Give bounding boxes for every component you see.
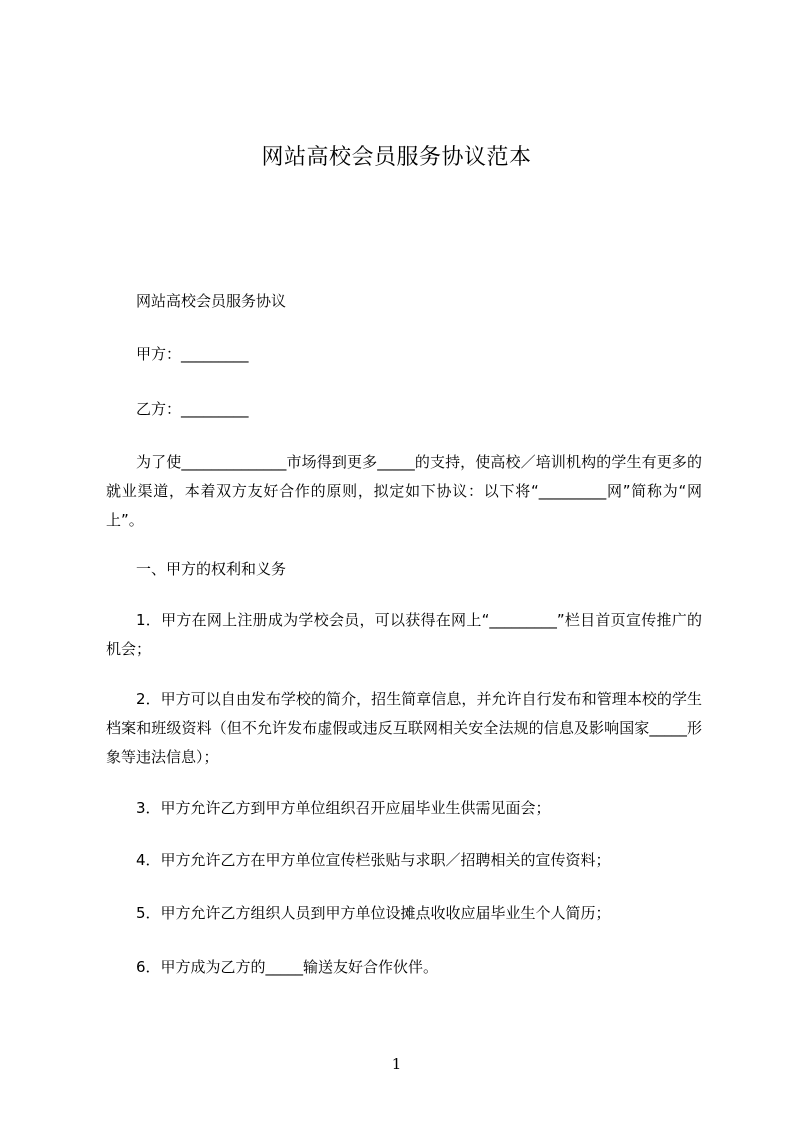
clause-1: 1．甲方在网上注册成为学校会员，可以获得在网上“_________”栏目首页宣传推广的机会； xyxy=(106,611,702,658)
clause-6: 6．甲方成为乙方的_____输送友好合作伙伴。 xyxy=(136,958,439,976)
clause-5: 5．甲方允许乙方组织人员到甲方单位设摊点收收应届毕业生个人简历； xyxy=(136,904,611,922)
page-number: 1 xyxy=(391,1055,402,1073)
party-a-line: 甲方：_________ xyxy=(136,345,249,363)
intro-paragraph: 为了使______________市场得到更多_____的支持，使高校／培训机构的学生有更多的就业渠道，本着双方友好合作的原则，拟定如下协议：以下将“_________网”简称为“网上”。 xyxy=(106,453,702,529)
section-heading-party-a: 一、甲方的权利和义务 xyxy=(136,560,287,578)
clause-3: 3．甲方允许乙方到甲方单位组织召开应届毕业生供需见面会； xyxy=(136,799,551,817)
clause-2: 2．甲方可以自由发布学校的简介，招生简章信息，并允许自行发布和管理本校的学生档案和班级资料（但不允许发布虚假或违反互联网相关安全法规的信息及影响国家_____形象等违法信息）； xyxy=(106,690,702,766)
agreement-heading: 网站高校会员服务协议 xyxy=(136,292,287,310)
clause-4: 4．甲方允许乙方在甲方单位宣传栏张贴与求职／招聘相关的宣传资料； xyxy=(136,851,611,869)
party-b-line: 乙方：_________ xyxy=(136,400,249,418)
page-title: 网站高校会员服务协议范本 xyxy=(261,145,532,170)
